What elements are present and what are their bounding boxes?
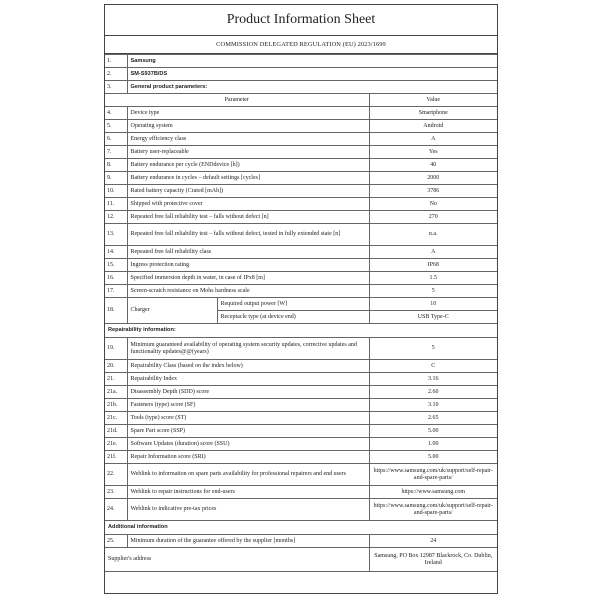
section-row bbox=[105, 521, 497, 535]
parameter-value: 3.10 bbox=[369, 399, 497, 412]
parameter-label: Battery user-replaceable bbox=[127, 146, 369, 159]
parameter-value: 2.60 bbox=[369, 386, 497, 399]
parameter-label: Weblink to indicative pre-tax prices bbox=[127, 499, 369, 521]
row-number: 16. bbox=[105, 272, 127, 285]
row-number: 17. bbox=[105, 285, 127, 298]
manufacturer-name: Samsung bbox=[127, 55, 497, 68]
row-number: 10. bbox=[105, 185, 127, 198]
parameter-label: Minimum duration of the guarantee offered by the supplier [months] bbox=[127, 535, 369, 548]
table-row bbox=[105, 399, 497, 412]
charger-sub-value: USB Type-C bbox=[369, 311, 497, 324]
table-row bbox=[105, 55, 497, 68]
section-heading-general: General product parameters: bbox=[127, 81, 497, 94]
section-heading-repairability: Repairability information: bbox=[105, 324, 497, 338]
parameter-label: Repairability Class (based on the index below) bbox=[127, 360, 369, 373]
table-row bbox=[105, 464, 497, 486]
column-header-value: Value bbox=[369, 94, 497, 107]
parameter-label: Rated battery capacity (Crated [mAh]) bbox=[127, 185, 369, 198]
parameter-value: 3.16 bbox=[369, 373, 497, 386]
column-header-row bbox=[105, 94, 497, 107]
row-number: 21. bbox=[105, 373, 127, 386]
table-row bbox=[105, 272, 497, 285]
table-row bbox=[105, 198, 497, 211]
info-table bbox=[105, 54, 497, 572]
parameter-value: IP68 bbox=[369, 259, 497, 272]
row-number: 20. bbox=[105, 360, 127, 373]
row-number: 12. bbox=[105, 211, 127, 224]
table-row bbox=[105, 548, 497, 572]
parameter-value: 2000 bbox=[369, 172, 497, 185]
table-row bbox=[105, 338, 497, 360]
parameter-label: Minimum guaranteed availability of operating system security updates, corrective updates and functionality updates@@(years) bbox=[127, 338, 369, 360]
row-number: 13. bbox=[105, 224, 127, 246]
parameter-value: Android bbox=[369, 120, 497, 133]
parameter-label: Repairability Index bbox=[127, 373, 369, 386]
row-number: 11. bbox=[105, 198, 127, 211]
row-number: 4. bbox=[105, 107, 127, 120]
supplier-address-label: Supplier's address bbox=[105, 548, 369, 572]
table-row bbox=[105, 81, 497, 94]
column-header-parameter: Parameter bbox=[105, 94, 369, 107]
row-number: 3. bbox=[105, 81, 127, 94]
row-number: 5. bbox=[105, 120, 127, 133]
row-number: 21d. bbox=[105, 425, 127, 438]
parameter-value: 3786 bbox=[369, 185, 497, 198]
row-number: 18. bbox=[105, 298, 127, 324]
parameter-label: Repeated free fall reliability test – falls without defect [n] bbox=[127, 211, 369, 224]
table-row bbox=[105, 146, 497, 159]
section-row bbox=[105, 324, 497, 338]
table-row bbox=[105, 438, 497, 451]
table-row bbox=[105, 224, 497, 246]
table-row bbox=[105, 285, 497, 298]
parameter-label: Battery endurance per cycle (ENDdevice [h]) bbox=[127, 159, 369, 172]
row-number: 22. bbox=[105, 464, 127, 486]
parameter-label: Fasteners (type) score (SF) bbox=[127, 399, 369, 412]
row-number: 24. bbox=[105, 499, 127, 521]
parameter-label: Disassembly Depth (SDD) score bbox=[127, 386, 369, 399]
parameter-value: A bbox=[369, 246, 497, 259]
table-row bbox=[105, 185, 497, 198]
parameter-label: Ingress protection rating bbox=[127, 259, 369, 272]
model-identifier: SM-S937B/DS bbox=[127, 68, 497, 81]
table-row bbox=[105, 373, 497, 386]
table-row bbox=[105, 425, 497, 438]
row-number: 21e. bbox=[105, 438, 127, 451]
row-number: 21b. bbox=[105, 399, 127, 412]
table-row bbox=[105, 535, 497, 548]
sheet-title: Product Information Sheet bbox=[105, 5, 497, 36]
section-heading-additional: Additional information bbox=[105, 521, 497, 535]
table-row bbox=[105, 486, 497, 499]
parameter-label: Weblink to information on spare parts availability for professional repairers and end users bbox=[127, 464, 369, 486]
table-row bbox=[105, 211, 497, 224]
row-number: 25. bbox=[105, 535, 127, 548]
row-number: 1. bbox=[105, 55, 127, 68]
parameter-value: 5.00 bbox=[369, 451, 497, 464]
parameter-value: Smartphone bbox=[369, 107, 497, 120]
parameter-value: 5 bbox=[369, 338, 497, 360]
row-number: 21c. bbox=[105, 412, 127, 425]
parameter-value: n.a. bbox=[369, 224, 497, 246]
parameter-label: Tools (type) score (ST) bbox=[127, 412, 369, 425]
repair-instructions-weblink[interactable]: https://www.samsung.com bbox=[369, 486, 497, 499]
parameter-label: Specified immersion depth in water, in case of IPx8 [m] bbox=[127, 272, 369, 285]
row-number: 7. bbox=[105, 146, 127, 159]
row-number: 15. bbox=[105, 259, 127, 272]
table-row bbox=[105, 159, 497, 172]
parameter-label: Repeated free fall reliability class bbox=[127, 246, 369, 259]
table-row bbox=[105, 412, 497, 425]
table-row bbox=[105, 386, 497, 399]
parameter-value: C bbox=[369, 360, 497, 373]
parameter-label: Repair Information score (SRI) bbox=[127, 451, 369, 464]
row-number: 8. bbox=[105, 159, 127, 172]
spare-parts-weblink[interactable]: https://www.samsung.com/uk/support/self-repair-and-spare-parts/ bbox=[369, 464, 497, 486]
parameter-label: Weblink to repair instructions for end-users bbox=[127, 486, 369, 499]
charger-sub-value: 10 bbox=[369, 298, 497, 311]
parameter-value: 40 bbox=[369, 159, 497, 172]
parameter-label: Repeated free fall reliability test – falls without defect, tested in fully extended state [n] bbox=[127, 224, 369, 246]
row-number: 14. bbox=[105, 246, 127, 259]
regulation-reference: COMMISSION DELEGATED REGULATION (EU) 2023/1699 bbox=[105, 36, 497, 54]
parameter-value: 24 bbox=[369, 535, 497, 548]
table-row bbox=[105, 499, 497, 521]
row-number: 23. bbox=[105, 486, 127, 499]
table-row bbox=[105, 68, 497, 81]
charger-label: Charger bbox=[127, 298, 217, 324]
parameter-label: Device type bbox=[127, 107, 369, 120]
parameter-label: Screen-scratch resistance on Mohs hardness scale bbox=[127, 285, 369, 298]
row-number: 21f. bbox=[105, 451, 127, 464]
pre-tax-prices-weblink[interactable]: https://www.samsung.com/uk/support/self-repair-and-spare-parts/ bbox=[369, 499, 497, 521]
parameter-label: Shipped with protective cover bbox=[127, 198, 369, 211]
parameter-label: Spare Part score (SSP) bbox=[127, 425, 369, 438]
table-row bbox=[105, 133, 497, 146]
parameter-label: Software Updates (duration) score (SSU) bbox=[127, 438, 369, 451]
row-number: 6. bbox=[105, 133, 127, 146]
table-row bbox=[105, 451, 497, 464]
charger-row bbox=[105, 298, 497, 311]
parameter-value: Yes bbox=[369, 146, 497, 159]
parameter-label: Operating system bbox=[127, 120, 369, 133]
table-row bbox=[105, 120, 497, 133]
charger-sub-label: Receptacle type (at device end) bbox=[217, 311, 369, 324]
row-number: 21a. bbox=[105, 386, 127, 399]
charger-sub-label: Required output power [W] bbox=[217, 298, 369, 311]
parameter-value: 5 bbox=[369, 285, 497, 298]
parameter-value: 2.65 bbox=[369, 412, 497, 425]
parameter-value: A bbox=[369, 133, 497, 146]
parameter-value: 1.5 bbox=[369, 272, 497, 285]
table-row bbox=[105, 172, 497, 185]
parameter-value: 5.00 bbox=[369, 425, 497, 438]
parameter-value: No bbox=[369, 198, 497, 211]
table-row bbox=[105, 259, 497, 272]
parameter-value: 270 bbox=[369, 211, 497, 224]
supplier-address-value: Samsung, PO Box 12987 Blackrock, Co. Dublin, Ireland bbox=[369, 548, 497, 572]
parameter-label: Battery endurance in cycles – default settings [cycles] bbox=[127, 172, 369, 185]
table-row bbox=[105, 246, 497, 259]
row-number: 2. bbox=[105, 68, 127, 81]
parameter-value: 1.00 bbox=[369, 438, 497, 451]
parameter-label: Energy efficiency class bbox=[127, 133, 369, 146]
row-number: 19. bbox=[105, 338, 127, 360]
table-row bbox=[105, 360, 497, 373]
table-row bbox=[105, 107, 497, 120]
product-information-sheet bbox=[104, 4, 498, 594]
row-number: 9. bbox=[105, 172, 127, 185]
